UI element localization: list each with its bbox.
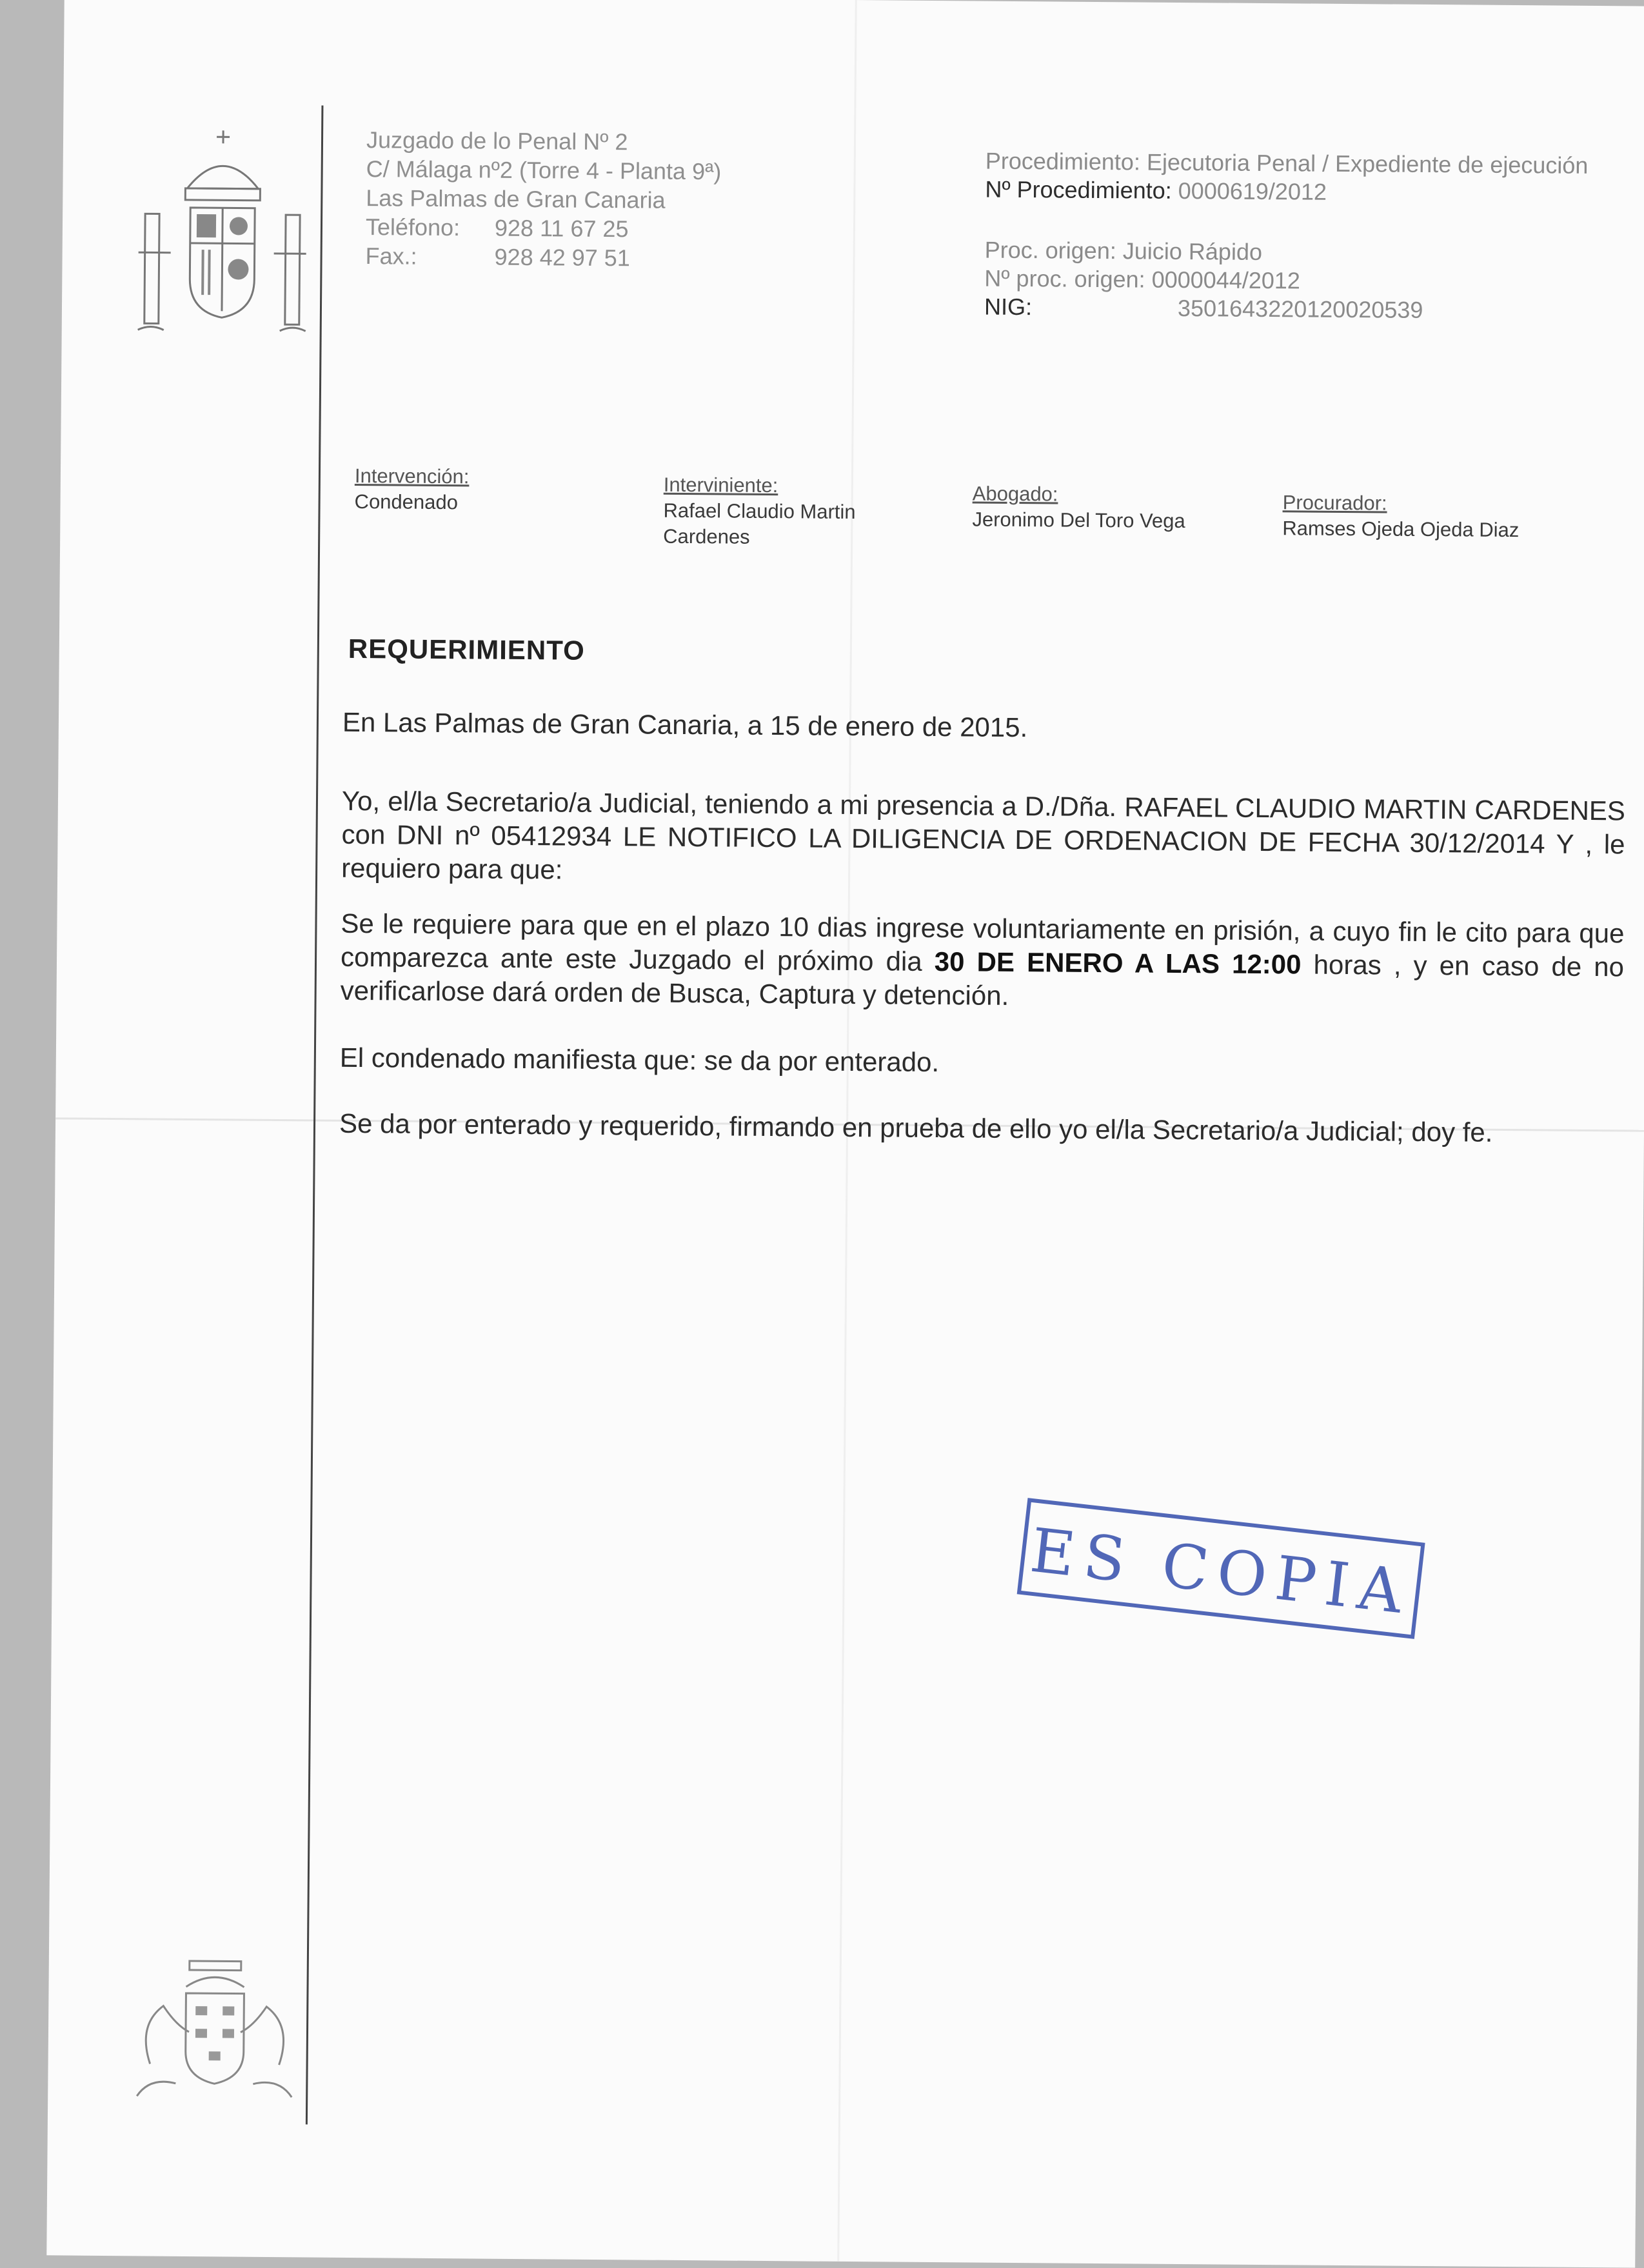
origin-label: Proc. origen: [984, 236, 1116, 264]
origin-number-value: 0000044/2012 [1151, 266, 1301, 294]
procedure-number [985, 175, 1636, 209]
intervention-value: Condenado [354, 490, 459, 514]
court-address: C/ Málaga nº2 (Torre 4 - Planta 9ª) [366, 155, 722, 185]
procedure-number-value: 0000619/2012 [1178, 177, 1327, 205]
nig-value: 3501643220120020539 [1177, 294, 1423, 323]
origin-procedure [985, 236, 1636, 270]
solicitor-value: Ramses Ojeda Ojeda Diaz [1282, 517, 1520, 542]
document-sheet [46, 0, 1644, 2268]
intervener-name-line1: Rafael Claudio Martin [663, 499, 856, 524]
paragraph-statement: El condenado manifiesta que: se da por enterado. [339, 1042, 940, 1078]
party-intervention [354, 463, 469, 515]
requirement-text-a: Se le requiere para que en el plazo 10 dias ingrese voluntariamente en prisión, a cuyo fin le cito para que comparezca ante este Juzgado el próximo dia [340, 908, 1625, 977]
procedure-type [985, 147, 1637, 181]
fax-label: Fax.: [365, 243, 417, 270]
spain-coat-of-arms-icon [124, 117, 320, 350]
court-name: Juzgado de lo Penal Nº 2 [366, 126, 628, 155]
solicitor-label: Procurador: [1282, 491, 1387, 515]
party-solicitor [1282, 490, 1520, 543]
intervener-label: Interviniente: [663, 473, 778, 497]
requirement-date: 30 DE ENERO A LAS 12:00 [934, 946, 1302, 980]
court-header [365, 125, 721, 273]
requirement-text-b: horas , y en caso de no verificarlose dará orden de Busca, Captura y detención. [340, 949, 1625, 1011]
intervention-label: Intervención: [354, 464, 470, 488]
canarias-coat-of-arms-icon [124, 1947, 306, 2110]
lawyer-value: Jeronimo Del Toro Vega [972, 508, 1185, 533]
fax-value: 928 42 97 51 [494, 243, 630, 272]
court-phone [366, 212, 721, 244]
place-date: En Las Palmas de Gran Canaria, a 15 de enero de 2015. [342, 706, 1028, 743]
procedure-type-label: Procedimiento: [985, 147, 1141, 175]
es-copia-stamp: ES COPIA [1017, 1498, 1425, 1639]
margin-rule [306, 106, 324, 2125]
court-fax [365, 241, 720, 273]
procedure-type-value: Ejecutoria Penal / Expediente de ejecución [1146, 148, 1589, 179]
origin-number-label: Nº proc. origen: [984, 264, 1145, 293]
court-city: Las Palmas de Gran Canaria [366, 184, 666, 214]
nig-label: NIG: [984, 293, 1033, 321]
paragraph-notification: Yo, el/la Secretario/a Judicial, teniendo a mi presencia a D./Dña. RAFAEL CLAUDIO MARTIN CARDENES con DNI nº 05412934 LE NOTIFICO LA DILIGENCIA DE ORDENACION DE FECHA 30/12/2014 Y , le requiero para que: [341, 785, 1626, 885]
document-title: REQUERIMIENTO [348, 633, 585, 666]
paragraph-requirement [340, 907, 1624, 1018]
paragraph-closing: Se da por enterado y requerido, firmando en prueba de ello yo el/la Secretario/a Judicial; doy fe. [339, 1108, 1493, 1148]
origin-number [984, 264, 1636, 298]
intervener-name-line2: Cardenes [663, 524, 750, 548]
procedure-block [984, 147, 1637, 326]
phone-value: 928 11 67 25 [494, 214, 629, 243]
procedure-number-label: Nº Procedimiento: [985, 175, 1172, 204]
party-intervener [663, 472, 856, 551]
lawyer-label: Abogado: [972, 482, 1058, 506]
origin-value: Juicio Rápido [1122, 237, 1263, 265]
phone-label: Teléfono: [365, 214, 461, 241]
party-lawyer [972, 481, 1185, 534]
nig [984, 293, 1636, 326]
